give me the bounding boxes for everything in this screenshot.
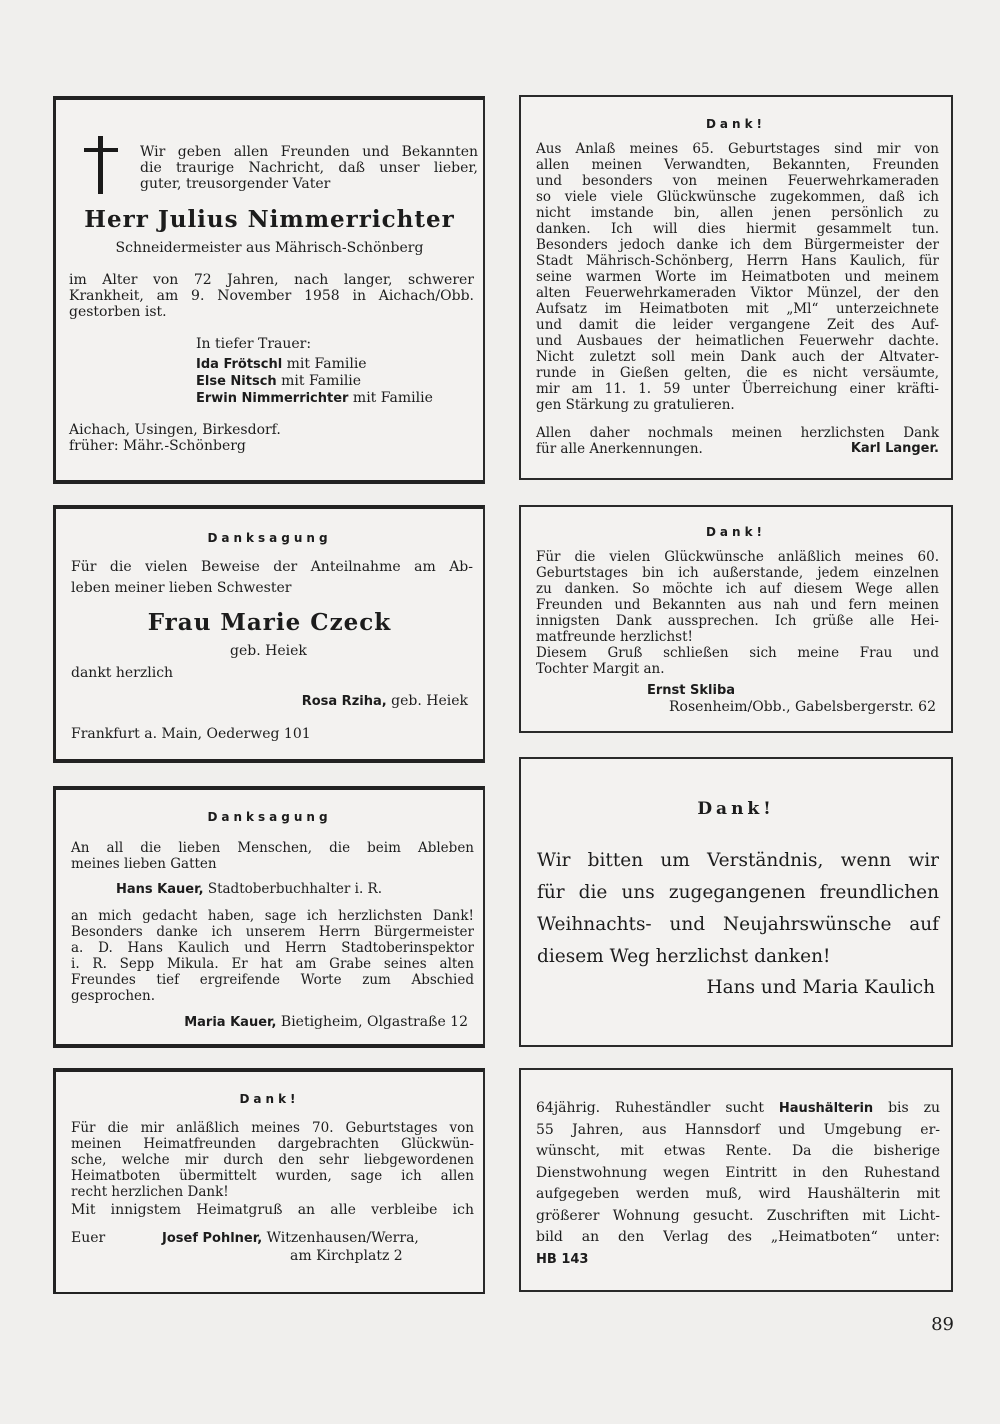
mourner-name: Ida Frötschl [196,357,283,372]
mourners-list [196,356,433,407]
text-line: matfreunde herzlichst! [536,629,693,645]
text-line: Aus Anlaß meines 65. Geburtstages sind mir von [536,141,939,157]
text-line: und Ausbaues der heimatlichen Feuerwehr dachte. [536,333,939,349]
birth-name: geb. Heiek [230,643,307,659]
text-line: a. D. Hans Kaulich und Herrn Stadtoberinspektor [71,940,474,956]
text-line: Nicht zuletzt soll mein Dank auch der Altvater- [536,349,939,365]
places-line: Aichach, Usingen, Birkesdorf. [69,422,281,438]
text-line: sche, welche mir durch den sehr liebgewordenen [71,1152,474,1168]
text-line: An all die lieben Menschen, die beim Ableben [71,840,474,856]
heading: Danksagung [207,531,332,545]
mourner-name: Else Nitsch [196,374,277,389]
heading: Dank! [697,799,775,819]
text-line: runde in Gießen gelten, die es nicht versäumte, [536,365,939,381]
text-line: leben meiner lieben Schwester [71,580,292,596]
text-line: mir am 11. 1. 59 unter Überreichung einer kräfti- [536,381,939,397]
text-line: 55 Jahren, aus Hannsdorf und Umgebung er- [536,1121,940,1138]
text-line: diesem Weg herzlichst danken! [537,946,831,967]
text-line: bild an den Verlag des „Heimatboten“ unter: [536,1229,940,1245]
page-number: 89 [931,1314,954,1335]
text-line: aufgegeben werden muß, wird Haushälterin mit [536,1186,940,1202]
text-line: Besonders danke ich unserem Herrn Bürgermeister [71,924,474,940]
signer-name: Josef Pohlner, [162,1231,263,1246]
text-line: für die uns zugegangenen freundlichen [537,882,939,903]
text-line: so viele viele Glückwünsche zugekommen, daß ich [536,189,939,205]
person-name: Frau Marie Czeck [147,609,392,636]
text-line: Besonders jedoch danke ich dem Bürgermeister der [536,237,939,253]
signer: Hans und Maria Kaulich [706,977,935,998]
text-line: Für die mir anläßlich meines 70. Geburtstages von [71,1120,474,1136]
mourner-name: Erwin Nimmerrichter [196,391,349,406]
ad-code: HB 143 [536,1251,589,1267]
text-line: Für die vielen Glückwünsche anläßlich meines 60. [536,549,939,565]
text-line: gesprochen. [71,988,156,1004]
mourner [196,390,433,407]
ad-line-end: bis zu [888,1100,940,1116]
mourner [196,356,433,373]
text-line: an mich gedacht haben, sage ich herzlichsten Dank! [71,908,474,924]
ad-keyword: Haushälterin [778,1101,874,1116]
text-line: und damit die leider vergangene Zeit des Auf- [536,317,939,333]
mourner-suffix: mit Familie [281,373,362,389]
text-line: innigsten Dank aussprechen. Ich grüße alle Hei- [536,613,939,629]
text-line: Dienstwohnung wegen Eintritt in den Ruhestand [536,1164,940,1181]
body-line: im Alter von 72 Jahren, nach langer, schwerer [69,272,474,288]
mourner [196,373,433,390]
heading: Dank! [705,117,767,131]
ad-line-start: 64jährig. Ruheständler sucht [536,1100,765,1116]
places-line: früher: Mähr.-Schönberg [69,438,246,454]
deceased-profession: Schneidermeister aus Mährisch-Schönberg [115,240,424,256]
thanks-text: dankt herzlich [71,665,174,681]
text-line: wünscht, mit etwas Rente. Da die bisherige [536,1143,940,1159]
text-line: seine warmen Worte im Heimatboten und meinem [536,269,939,285]
husband-name: Hans Kauer, [116,882,204,897]
obituary-box [53,96,485,484]
text-line: meinen Heimatfreunden dargebrachten Glückwün- [71,1136,474,1152]
intro-line: die traurige Nachricht, daß unser lieber, [140,160,478,176]
deceased-name: Herr Julius Nimmerrichter [84,206,455,233]
signer-name: Rosa Rziha, [301,694,387,709]
heading: Dank! [239,1092,300,1106]
text-line: Mit innigstem Heimatgruß an alle verbleibe ich [71,1202,474,1218]
text-line: Stadt Mährisch-Schönberg, Herrn Hans Kaulich, für [536,253,939,269]
text-line: Tochter Margit an. [536,661,665,677]
signer-address: Bietigheim, Olgastraße 12 [280,1014,468,1030]
text-line: Geburtstages bin ich außerstande, jedem einzelnen [536,565,939,581]
text-line: recht herzlichen Dank! [71,1184,229,1200]
closing-line: Allen daher nochmals meinen herzlichsten Dank [536,425,939,441]
signer-address: Rosenheim/Obb., Gabelsbergerstr. 62 [669,699,936,715]
signer-suffix: geb. Heiek [391,693,468,709]
thanks-box-pohlner [53,1068,485,1294]
thanks-box-kaulich [519,757,953,1047]
signer-line [162,1230,419,1246]
text-line: gen Stärkung zu gratulieren. [536,397,735,413]
text-line: Weihnachts- und Neujahrswünsche auf [537,914,939,935]
body-line: gestorben ist. [69,304,167,320]
thanks-box-langer [519,95,953,480]
text-line: Freunden und Bekannten aus nah und fern meinen [536,597,939,613]
text-line: Aufsatz im Heimatboten mit „Ml“ unterzeichnete [536,301,939,317]
text-line: meines lieben Gatten [71,856,217,872]
text-line: i. R. Sepp Mikula. Er hat am Grabe seines alten [71,956,474,972]
signer [184,1014,468,1030]
heading: Danksagung [207,810,332,824]
text-line: und besonders von meinen Feuerwehrkameraden [536,173,939,189]
text-line: Wir bitten um Verständnis, wenn wir [537,850,939,871]
heading: Dank! [705,525,767,539]
mourning-heading: In tiefer Trauer: [196,336,312,352]
closing-line: für alle Anerkennungen. [536,441,703,457]
intro-line: guter, treusorgender Vater [140,176,331,192]
mourner-suffix: mit Familie [352,390,433,406]
signer-street: am Kirchplatz 2 [290,1248,403,1264]
text-line: nicht imstande bin, allen jenen persönlich zu [536,205,939,221]
text-line [536,1098,940,1120]
signer-city: Witzenhausen/Werra, [266,1230,419,1246]
euer: Euer [71,1230,106,1246]
classified-ad-box [519,1068,953,1292]
thanks-box-skliba [519,505,953,733]
address: Frankfurt a. Main, Oederweg 101 [71,726,311,742]
text-line: größerer Wohnung gesucht. Zuschriften mit Licht- [536,1207,940,1224]
text-line: Freundes tief ergreifende Worte zum Abschied [71,972,474,988]
cross-icon [80,132,122,196]
intro-line: Wir geben allen Freunden und Bekannten [140,144,478,160]
signer-name: Ernst Skliba [647,683,736,698]
thanks-box-kauer [53,786,485,1048]
text-line: Heimatboten übermittelt wurden, sage ich allen [71,1168,474,1184]
husband-title: Stadtoberbuchhalter i. R. [207,881,382,897]
text-line: Diesem Gruß schließen sich meine Frau und [536,645,939,661]
text-line: zu danken. So möchte ich auf diesem Wege allen [536,581,939,597]
body-line: Krankheit, am 9. November 1958 in Aichach/Obb. [69,288,474,304]
text-line: alten Feuerwehrkameraden Viktor Münzel, der den [536,285,939,301]
mourner-suffix: mit Familie [286,356,367,372]
husband [116,881,382,897]
text-line: allen meinen Verwandten, Bekannten, Freunden [536,157,939,173]
text-line: Für die vielen Beweise der Anteilnahme am Ab- [71,559,473,575]
signature: Karl Langer. [850,441,939,456]
text-line: danken. Ich will dies hiermit gesammelt tun. [536,221,939,237]
signer [302,693,468,709]
thanks-box-czeck [53,505,485,763]
signer-name: Maria Kauer, [184,1015,277,1030]
